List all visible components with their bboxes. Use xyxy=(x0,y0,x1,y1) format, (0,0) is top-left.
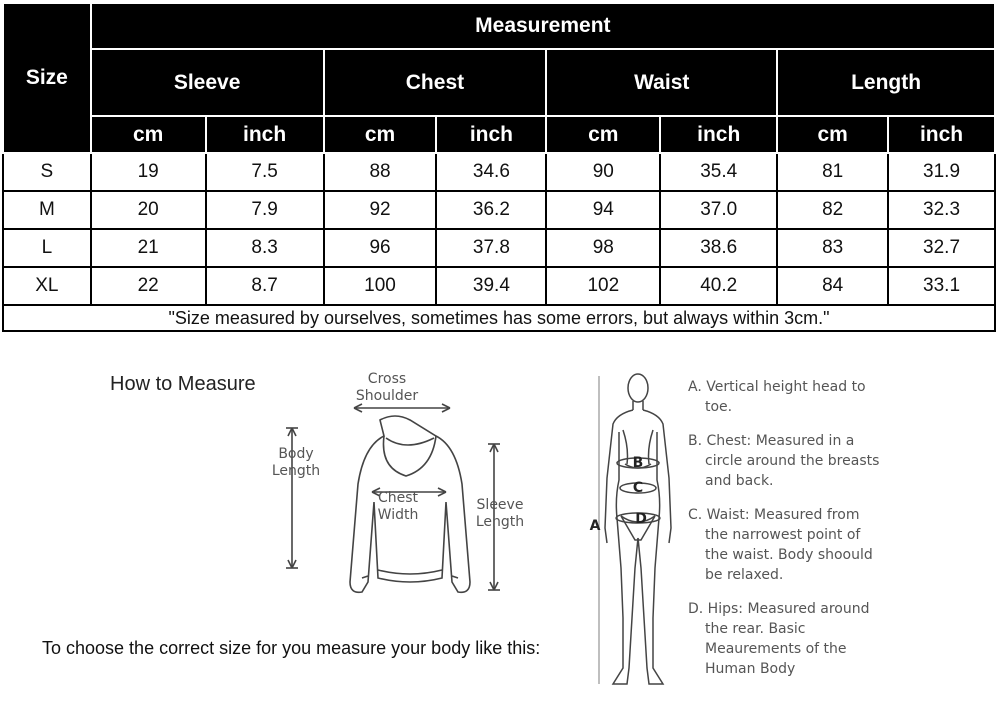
table-cell: 38.6 xyxy=(660,229,777,267)
table-cell: 37.0 xyxy=(660,191,777,229)
table-cell: 8.3 xyxy=(206,229,324,267)
table-note: "Size measured by ourselves, sometimes has some errors, but always within 3cm." xyxy=(3,305,995,331)
table-cell: 92 xyxy=(324,191,437,229)
table-cell: 81 xyxy=(777,153,888,191)
unit-header: inch xyxy=(206,116,324,153)
table-cell: 96 xyxy=(324,229,437,267)
marker-b: B xyxy=(632,455,644,471)
table-cell: 37.8 xyxy=(436,229,546,267)
size-cell: L xyxy=(3,229,91,267)
table-cell: 22 xyxy=(91,267,206,305)
sleeve-length-label: Sleeve Length xyxy=(475,497,525,530)
table-cell: 7.9 xyxy=(206,191,324,229)
table-cell: 34.6 xyxy=(436,153,546,191)
table-cell: 32.3 xyxy=(888,191,995,229)
table-cell: 8.7 xyxy=(206,267,324,305)
marker-c: C xyxy=(632,480,644,496)
unit-header: inch xyxy=(660,116,777,153)
table-cell: 88 xyxy=(324,153,437,191)
group-header-sleeve: Sleeve xyxy=(91,49,324,116)
unit-header: inch xyxy=(888,116,995,153)
body-figure xyxy=(583,368,693,708)
unit-header: inch xyxy=(436,116,546,153)
choose-size-text: To choose the correct size for you measure your body like this: xyxy=(42,638,541,658)
unit-header: cm xyxy=(546,116,660,153)
note-height: A. Vertical height head to toe. xyxy=(688,379,866,415)
table-cell: 21 xyxy=(91,229,206,267)
table-cell: 100 xyxy=(324,267,437,305)
measurement-notes xyxy=(688,377,883,693)
table-row xyxy=(3,191,995,229)
table-cell: 36.2 xyxy=(436,191,546,229)
table-cell: 98 xyxy=(546,229,660,267)
table-cell: 102 xyxy=(546,267,660,305)
table-cell: 31.9 xyxy=(888,153,995,191)
note-chest: B. Chest: Measured in a circle around the breasts and back. xyxy=(688,433,880,489)
size-header: Size xyxy=(3,3,91,153)
marker-d: D xyxy=(635,511,647,527)
table-cell: 83 xyxy=(777,229,888,267)
table-cell: 90 xyxy=(546,153,660,191)
table-cell: 33.1 xyxy=(888,267,995,305)
table-row xyxy=(3,229,995,267)
body-outline-icon xyxy=(605,374,671,684)
group-header-waist: Waist xyxy=(546,49,777,116)
table-cell: 35.4 xyxy=(660,153,777,191)
table-cell: 82 xyxy=(777,191,888,229)
table-cell: 32.7 xyxy=(888,229,995,267)
table-row xyxy=(3,267,995,305)
unit-header: cm xyxy=(324,116,437,153)
unit-header: cm xyxy=(777,116,888,153)
unit-header: cm xyxy=(91,116,206,153)
chest-width-label: Chest Width xyxy=(377,490,419,523)
table-cell: 40.2 xyxy=(660,267,777,305)
group-header-length: Length xyxy=(777,49,995,116)
table-row xyxy=(3,153,995,191)
marker-a: A xyxy=(589,518,601,534)
size-cell: M xyxy=(3,191,91,229)
size-cell: XL xyxy=(3,267,91,305)
note-waist: C. Waist: Measured from the narrowest point of the waist. Body shoould be relaxed. xyxy=(688,507,873,583)
table-cell: 7.5 xyxy=(206,153,324,191)
cross-shoulder-label: Cross Shoulder xyxy=(355,371,419,404)
table-cell: 19 xyxy=(91,153,206,191)
table-cell: 20 xyxy=(91,191,206,229)
note-hips: D. Hips: Measured around the rear. Basic Meaurements of the Human Body xyxy=(688,601,870,677)
size-cell: S xyxy=(3,153,91,191)
group-header-chest: Chest xyxy=(324,49,547,116)
how-to-measure-title: How to Measure xyxy=(110,373,256,395)
measurement-header: Measurement xyxy=(91,3,995,49)
size-chart-table xyxy=(2,2,996,332)
body-length-label: Body Length xyxy=(271,446,321,479)
table-cell: 94 xyxy=(546,191,660,229)
table-cell: 39.4 xyxy=(436,267,546,305)
table-cell: 84 xyxy=(777,267,888,305)
